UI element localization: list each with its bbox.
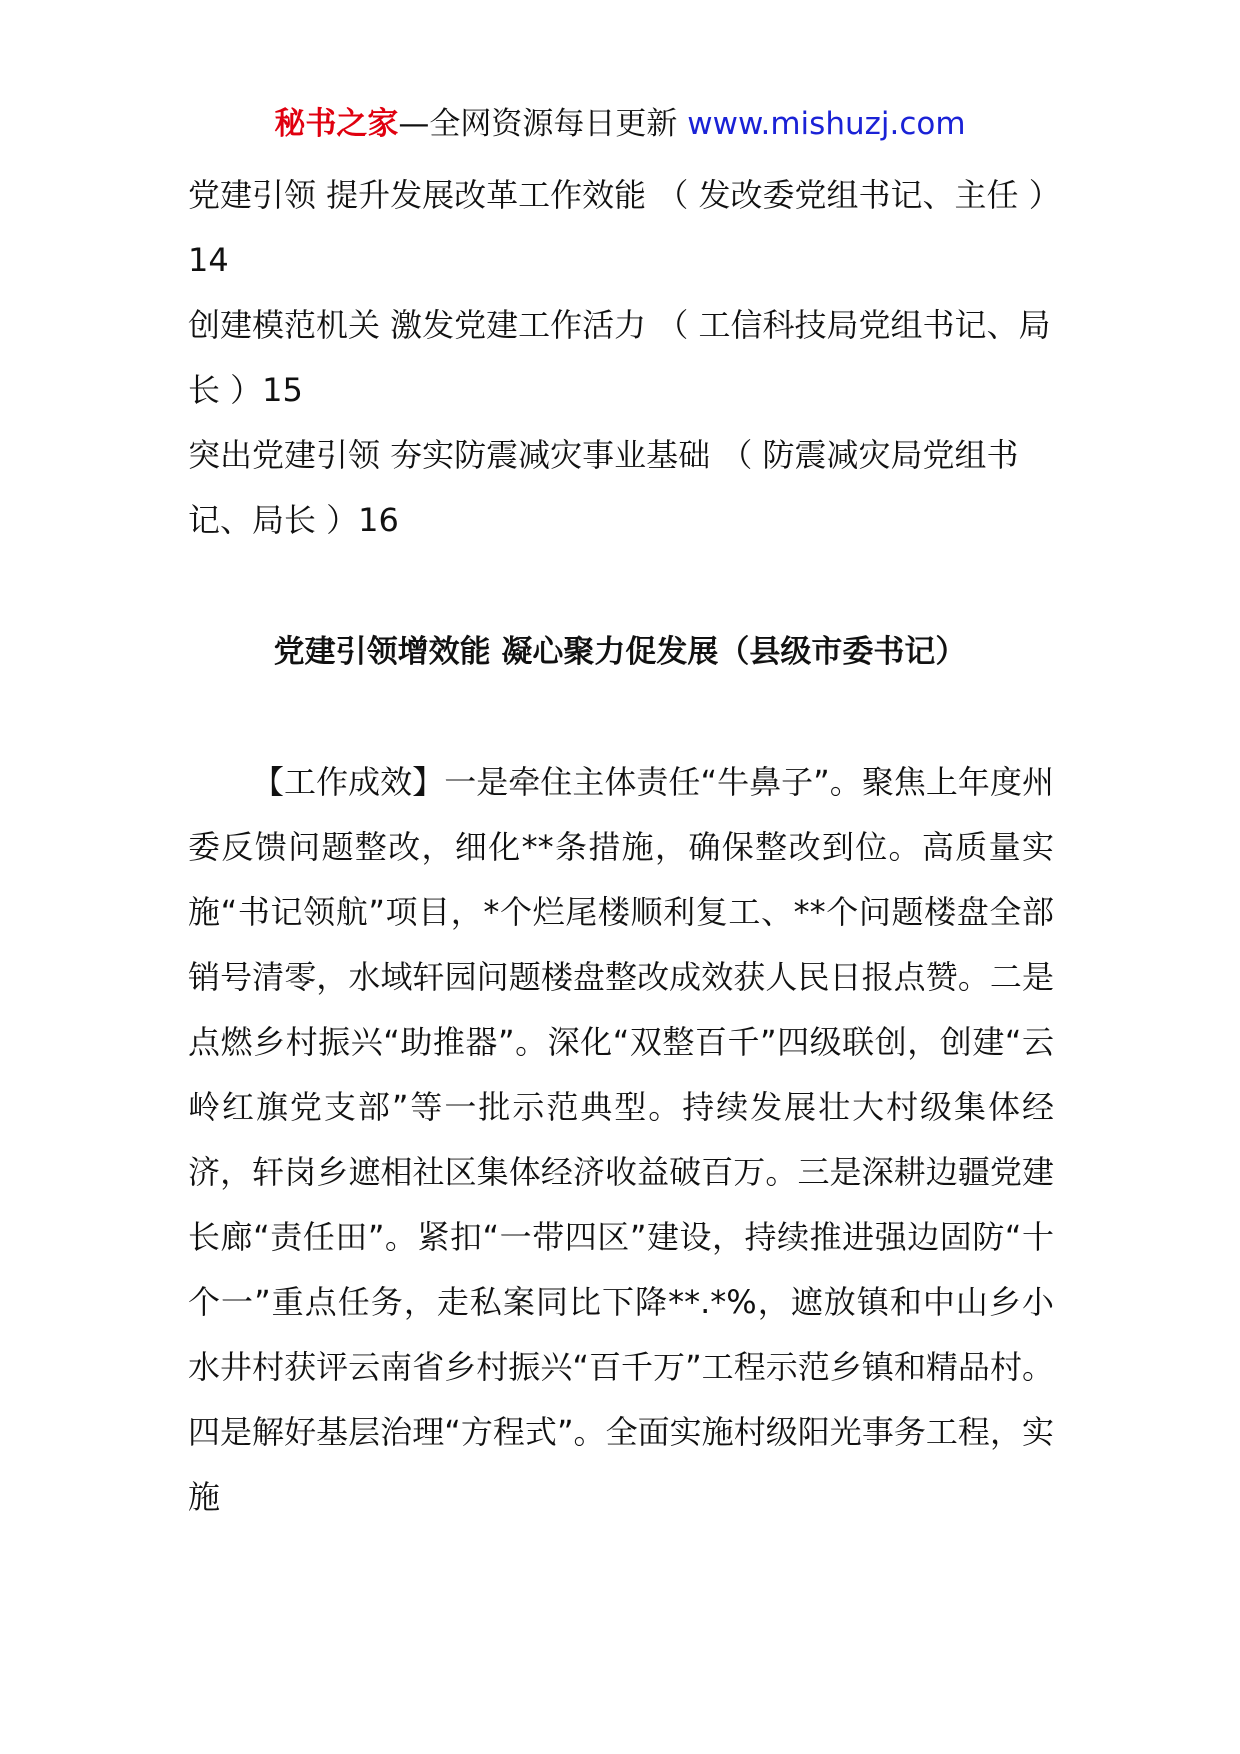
site-url[interactable]: www.mishuzj.com (687, 106, 966, 142)
toc-entry: 突出党建引领 夯实防震减灾事业基础 （ 防震减灾局党组书记、局长 ）16 (188, 436, 1019, 539)
site-header (0, 100, 1240, 148)
section-title: 党建引领增效能 凝心聚力促发展（县级市委书记） (273, 634, 967, 670)
header-tagline: —全网资源每日更新 (398, 106, 688, 142)
toc-entry: 党建引领 提升发展改革工作效能 （ 发改委党组书记、主任 ）14 (188, 176, 1061, 279)
toc-entry: 创建模范机关 激发党建工作活力 （ 工信科技局党组书记、局长 ）15 (188, 306, 1051, 409)
brand-name: 秘书之家 (274, 106, 399, 142)
table-of-contents (188, 163, 1068, 553)
body-paragraph: 【工作成效】一是牵住主体责任“牛鼻子”。聚焦上年度州委反馈问题整改，细化**条措施，确保整改到位。高质量实施“书记领航”项目，*个烂尾楼顺利复工、**个问题楼盘全部销号清零，水域轩园问题楼盘整改成效获人民日报点赞。二是点燃乡村振兴“助推器”。深化“双整百千”四级联创，创建“云岭红旗党支部”等一批示范典型。持续发展壮大村级集体经济，轩岗乡遮相社区集体经济收益破百万。三是深耕边疆党建长廊“责任田”。紧扣“一带四区”建设，持续推进强边固防“十个一”重点任务，走私案同比下降**.*%，遮放镇和中山乡小水井村获评云南省乡村振兴“百千万”工程示范乡镇和精品村。四是解好基层治理“方程式”。全面实施村级阳光事务工程，实施 (188, 763, 1054, 1516)
